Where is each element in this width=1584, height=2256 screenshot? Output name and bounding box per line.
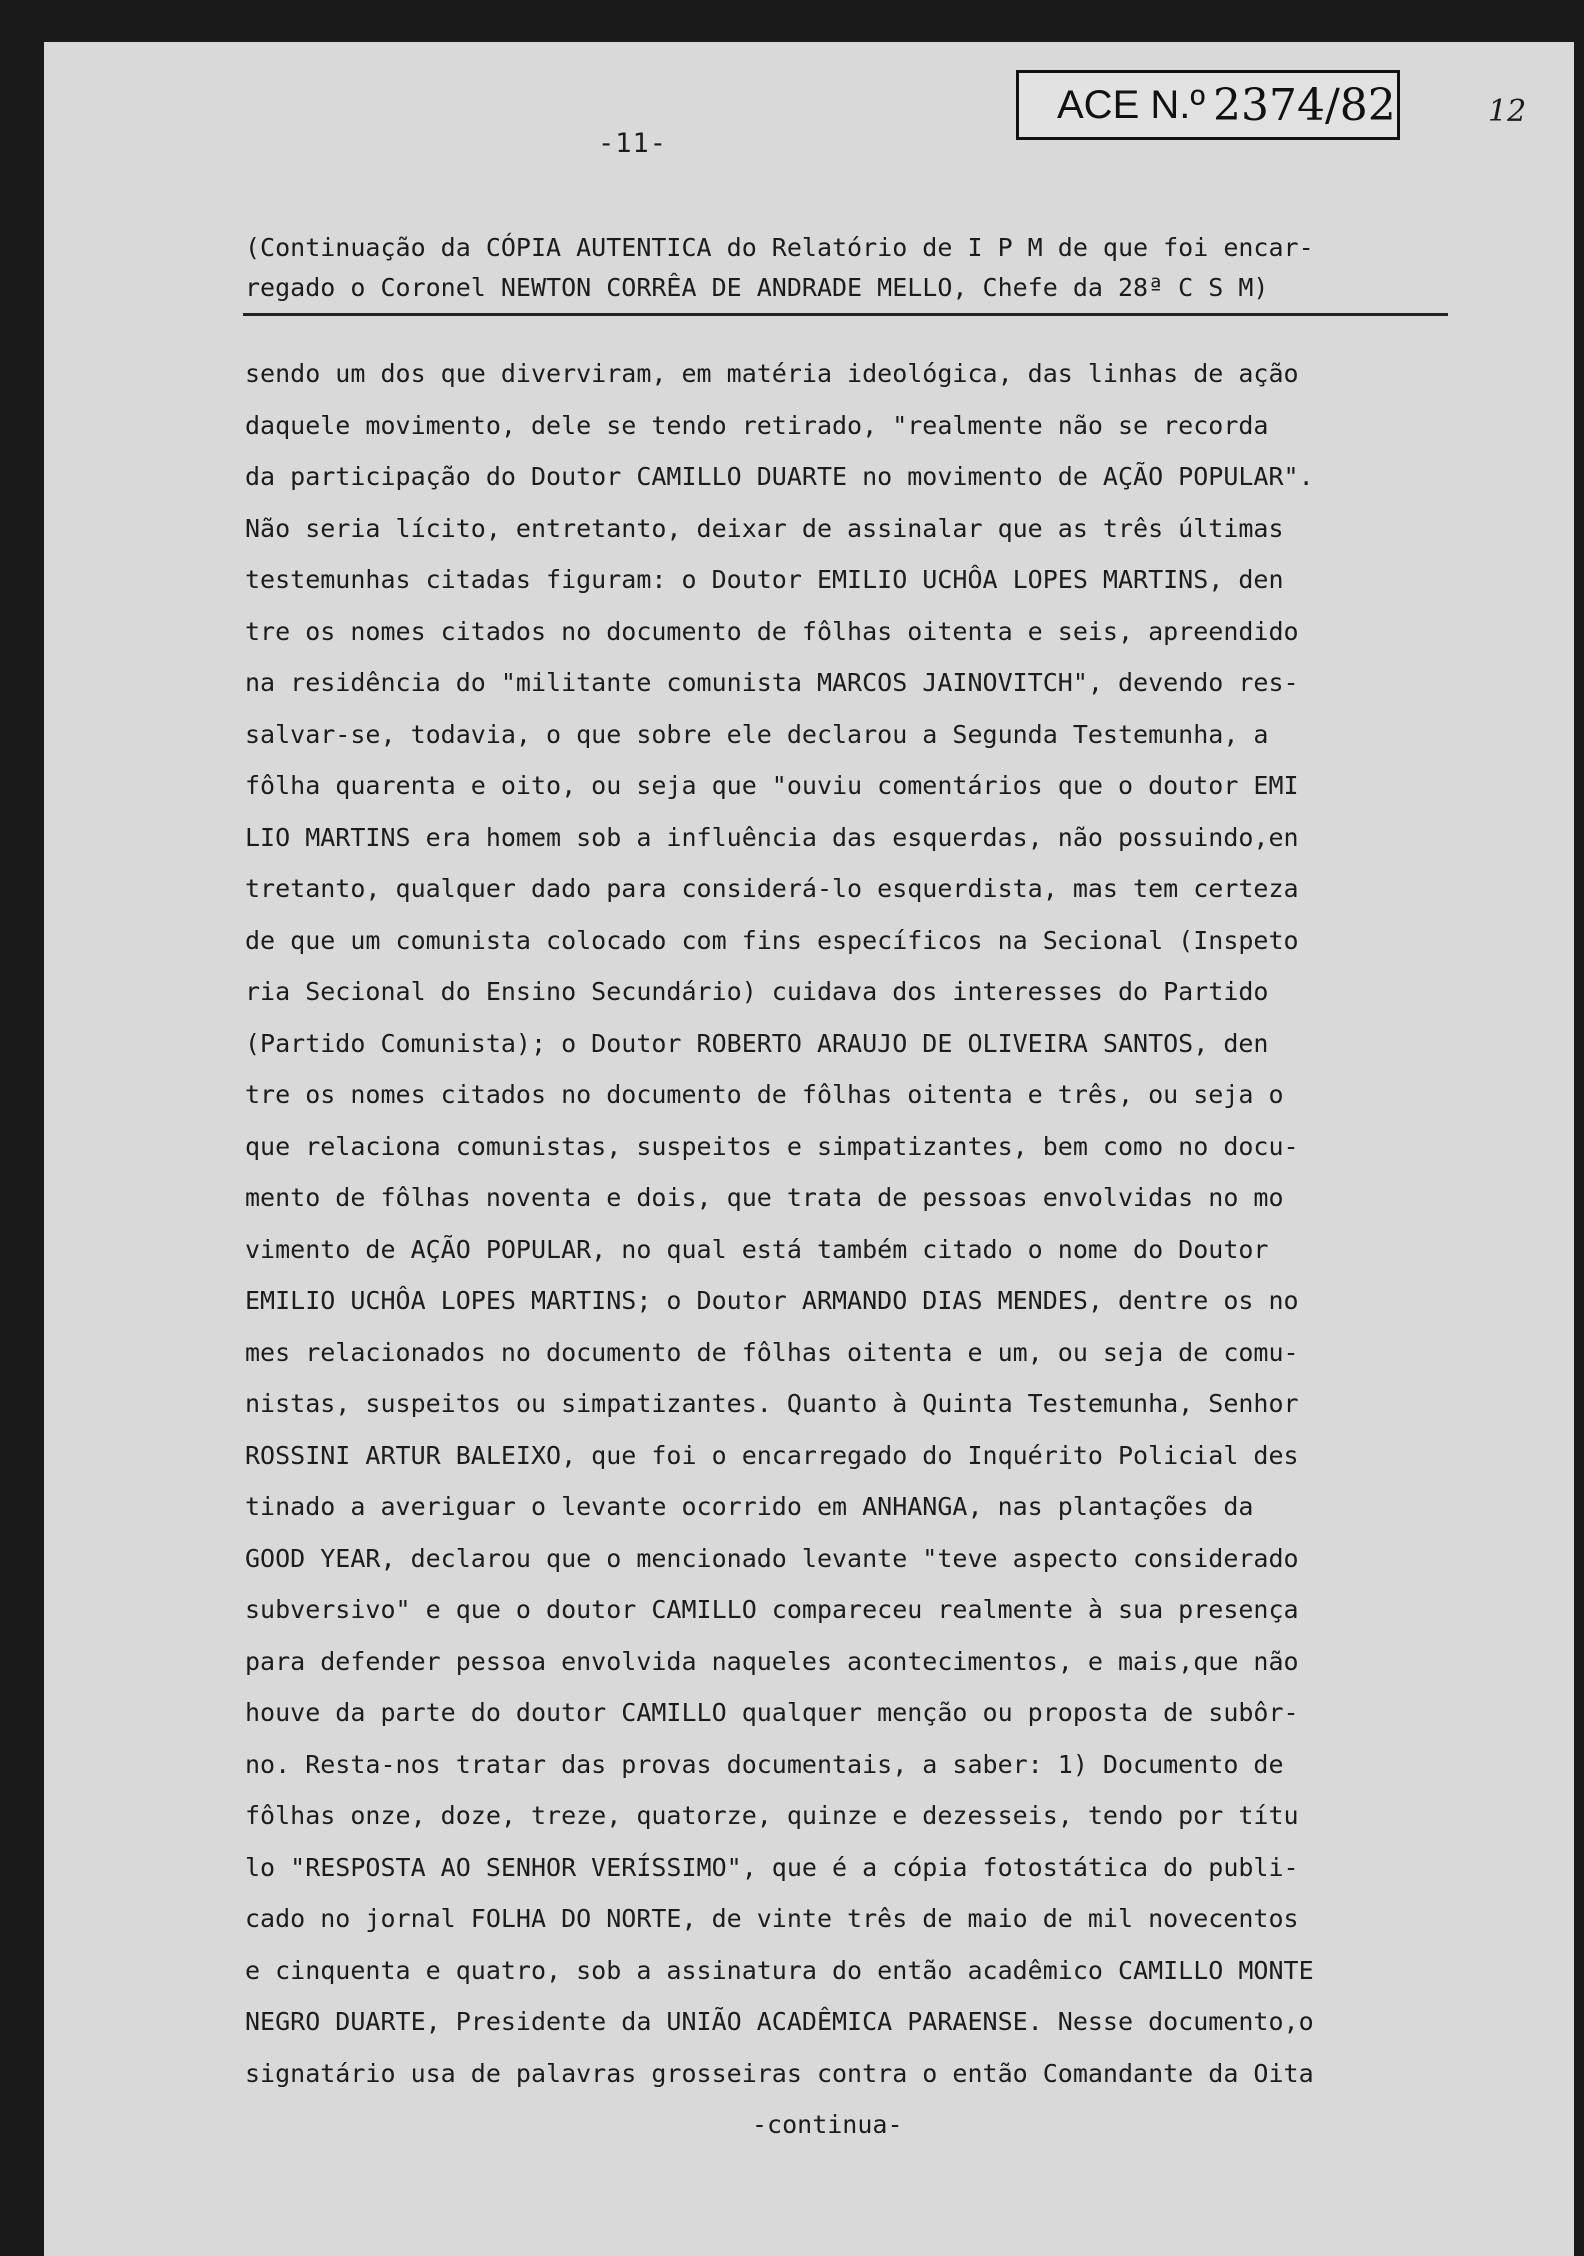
body-line: para defender pessoa envolvida naqueles acontecimentos, e mais,que não: [245, 1646, 1299, 1676]
body-line: fôlhas onze, doze, treze, quatorze, quinze e dezesseis, tendo por títu: [245, 1801, 1299, 1830]
folio-mark: 12: [1488, 94, 1527, 129]
body-line: EMILIO UCHÔA LOPES MARTINS; o Doutor ARMANDO DIAS MENDES, dentre os no: [245, 1286, 1299, 1315]
ace-number: 2374/82: [1212, 79, 1396, 131]
body-text: [245, 348, 1460, 2099]
body-line: e cinquenta e quatro, sob a assinatura do então acadêmico CAMILLO MONTE: [245, 1955, 1314, 1985]
body-line: ROSSINI ARTUR BALEIXO, que foi o encarregado do Inquérito Policial des: [245, 1440, 1299, 1470]
continuation-footer: -continua-: [752, 2110, 903, 2139]
body-line: tre os nomes citados no documento de fôlhas oitenta e três, ou seja o: [245, 1080, 1284, 1109]
body-line: mento de fôlhas noventa e dois, que trata de pessoas envolvidas no mo: [245, 1183, 1284, 1212]
body-line: da participação do Doutor CAMILLO DUARTE no movimento de AÇÃO POPULAR".: [245, 462, 1314, 491]
header-divider: [243, 313, 1448, 316]
body-line: tretanto, qualquer dado para considerá-lo esquerdista, mas tem certeza: [245, 874, 1299, 903]
body-line: na residência do "militante comunista MARCOS JAINOVITCH", devendo res-: [245, 668, 1299, 697]
body-line: tre os nomes citados no documento de fôlhas oitenta e seis, apreendido: [245, 616, 1299, 646]
page-number: -11-: [598, 128, 668, 159]
body-line: GOOD YEAR, declarou que o mencionado levante "teve aspecto considerado: [245, 1543, 1299, 1573]
body-line: houve da parte do doutor CAMILLO qualquer menção ou proposta de subôr-: [245, 1698, 1299, 1727]
body-line: no. Resta-nos tratar das provas documentais, a saber: 1) Documento de: [245, 1749, 1284, 1779]
ace-stamp: [1016, 70, 1400, 140]
body-line: Não seria lícito, entretanto, deixar de assinalar que as três últimas: [245, 513, 1284, 543]
body-line: daquele movimento, dele se tendo retirado, "realmente não se recorda: [245, 410, 1269, 440]
body-line: NEGRO DUARTE, Presidente da UNIÃO ACADÊMICA PARAENSE. Nesse documento,o: [245, 2007, 1314, 2036]
header-line: regado o Coronel NEWTON CORRÊA DE ANDRADE MELLO, Chefe da 28ª C S M): [245, 273, 1269, 302]
body-line: fôlha quarenta e oito, ou seja que "ouviu comentários que o doutor EMI: [245, 771, 1299, 800]
body-line: lo "RESPOSTA AO SENHOR VERÍSSIMO", que é a cópia fotostática do publi-: [245, 1852, 1299, 1882]
body-line: ria Secional do Ensino Secundário) cuidava dos interesses do Partido: [245, 977, 1269, 1006]
body-line: (Partido Comunista); o Doutor ROBERTO ARAUJO DE OLIVEIRA SANTOS, den: [245, 1028, 1269, 1058]
body-line: LIO MARTINS era homem sob a influência das esquerdas, não possuindo,en: [245, 822, 1299, 852]
continuation-header: [245, 228, 1455, 308]
body-line: signatário usa de palavras grosseiras contra o então Comandante da Oita: [245, 2058, 1314, 2088]
header-line: (Continuação da CÓPIA AUTENTICA do Relatório de I P M de que foi encar-: [245, 233, 1314, 262]
body-line: cado no jornal FOLHA DO NORTE, de vinte três de maio de mil novecentos: [245, 1904, 1299, 1933]
body-line: que relaciona comunistas, suspeitos e simpatizantes, bem como no docu-: [245, 1131, 1299, 1161]
body-line: vimento de AÇÃO POPULAR, no qual está também citado o nome do Doutor: [245, 1234, 1269, 1264]
ace-label: ACE N.º: [1057, 82, 1205, 127]
body-line: de que um comunista colocado com fins específicos na Secional (Inspeto: [245, 925, 1299, 955]
body-line: testemunhas citadas figuram: o Doutor EMILIO UCHÔA LOPES MARTINS, den: [245, 565, 1284, 594]
body-line: subversivo" e que o doutor CAMILLO compareceu realmente à sua presença: [245, 1595, 1299, 1624]
body-line: salvar-se, todavia, o que sobre ele declarou a Segunda Testemunha, a: [245, 719, 1269, 749]
body-line: mes relacionados no documento de fôlhas oitenta e um, ou seja de comu-: [245, 1337, 1299, 1367]
body-line: tinado a averiguar o levante ocorrido em ANHANGA, nas plantações da: [245, 1492, 1254, 1521]
body-line: sendo um dos que diverviram, em matéria ideológica, das linhas de ação: [245, 359, 1299, 388]
body-line: nistas, suspeitos ou simpatizantes. Quanto à Quinta Testemunha, Senhor: [245, 1389, 1299, 1418]
